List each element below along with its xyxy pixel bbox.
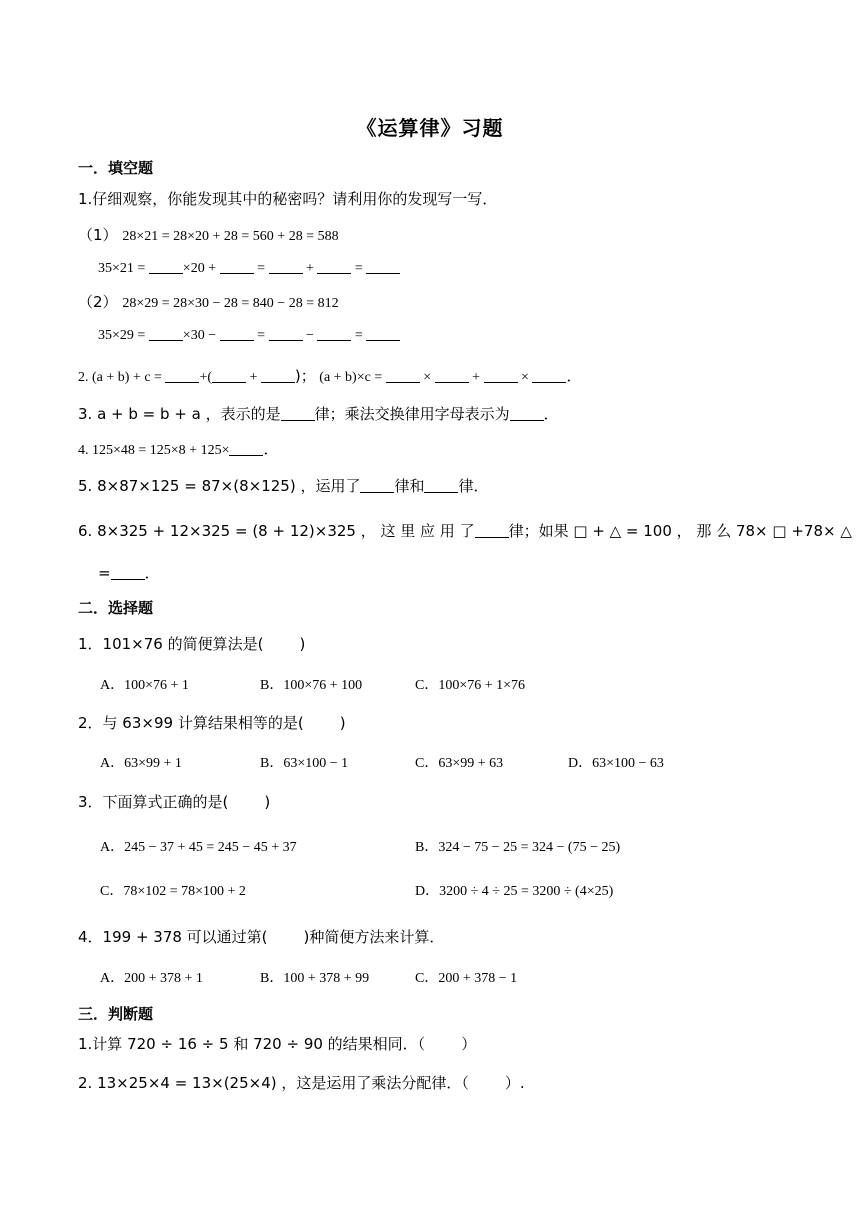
choice-q2-option-d[interactable]: D．63×100 − 63 <box>568 756 664 771</box>
choice-q4-option-a[interactable]: A．200 + 378 + 1 <box>100 971 203 986</box>
choice-q2-close: ) <box>339 714 346 732</box>
choice-q3 <box>78 791 270 813</box>
eq-sign: = <box>257 328 265 343</box>
answer-blank[interactable] <box>386 368 420 383</box>
judge-q1-close: ） <box>461 1035 477 1053</box>
q2-plus: + <box>472 370 481 385</box>
fill-q3 <box>78 403 559 425</box>
judge-q1 <box>78 1033 476 1055</box>
choice-q3-option-a[interactable]: A．245 − 37 + 45 = 245 − 45 + 37 <box>100 840 297 855</box>
q4-lead: 4. 125×48 = 125×8 + 125× <box>78 443 230 458</box>
choice-q4-close: )种简便方法来计算． <box>303 928 445 946</box>
judge-q1-stem: 1.计算 720 ÷ 16 ÷ 5 和 720 ÷ 90 的结果相同．（ <box>78 1035 426 1053</box>
choice-q2 <box>78 712 346 734</box>
choice-q3-option-d[interactable]: D．3200 ÷ 4 ÷ 25 = 3200 ÷ (4×25) <box>415 884 614 899</box>
q5-lead: 5. 8×87×125 = 87×(8×125) ，运用了 <box>78 477 361 495</box>
fill-q5 <box>78 475 488 497</box>
answer-blank[interactable] <box>532 368 566 383</box>
choice-q4-option-b[interactable]: B．100 + 378 + 99 <box>260 971 370 986</box>
choice-q1-option-a[interactable]: A．100×76 + 1 <box>100 678 189 693</box>
q5-end: 律． <box>458 477 489 495</box>
choice-q1 <box>78 633 305 655</box>
answer-blank[interactable] <box>269 326 303 341</box>
fill-q1-text: 1.仔细观察，你能发现其中的秘密吗？请利用你的发现写一写． <box>78 190 498 208</box>
choice-q3-stem: 3．下面算式正确的是( <box>78 793 229 811</box>
choice-q1-close: ) <box>299 635 306 653</box>
answer-blank[interactable] <box>317 259 351 274</box>
answer-blank[interactable] <box>149 259 183 274</box>
q2-times: × <box>521 370 529 385</box>
q2-times: × <box>423 370 432 385</box>
section-heading-judge: 三．判断题 <box>78 1005 154 1023</box>
answer-blank[interactable] <box>111 565 145 580</box>
eq-sign: = <box>354 328 363 343</box>
choice-q2-stem: 2．与 63×99 计算结果相等的是( <box>78 714 304 732</box>
fill-q6-cont <box>98 562 160 584</box>
section-heading-choice: 二．选择题 <box>78 599 154 617</box>
part-label: （1） <box>78 226 118 244</box>
fill-q2 <box>78 365 581 389</box>
choice-q2-option-a[interactable]: A．63×99 + 1 <box>100 756 182 771</box>
fill-q1-part2-example <box>78 291 339 315</box>
choice-q1-option-c[interactable]: C．100×76 + 1×76 <box>415 678 526 693</box>
q2-second: (a + b)×c = <box>319 370 383 385</box>
choice-q4-option-c[interactable]: C．200 + 378 − 1 <box>415 971 518 986</box>
answer-blank[interactable] <box>165 368 199 383</box>
fill-q6 <box>78 520 852 542</box>
q5-mid: 律和 <box>394 477 425 495</box>
fill-q1-part2-task <box>98 325 400 347</box>
choice-q1-option-b[interactable]: B．100×76 + 100 <box>260 678 363 693</box>
example-equation: 28×29 = 28×30 − 28 = 840 − 28 = 812 <box>122 296 339 311</box>
choice-q3-close: ) <box>264 793 271 811</box>
answer-blank[interactable] <box>220 326 254 341</box>
page-title: 《运算律》习题 <box>356 116 504 140</box>
plus-sign: + <box>306 261 314 276</box>
section-heading-fill: 一．填空题 <box>78 159 154 177</box>
judge-q2-stem: 2. 13×25×4 = 13×(25×4) ，这是运用了乘法分配律．（ <box>78 1074 469 1092</box>
answer-blank[interactable] <box>317 326 351 341</box>
answer-blank[interactable] <box>281 406 315 421</box>
task-lead: 35×29 = <box>98 328 146 343</box>
q2-paren: +( <box>199 370 213 385</box>
answer-blank[interactable] <box>484 368 518 383</box>
q4-end: ． <box>263 440 279 458</box>
fill-q1-part1-example <box>78 224 339 248</box>
minus-sign: − <box>306 328 314 343</box>
q2-end: ． <box>566 367 582 385</box>
answer-blank[interactable] <box>261 368 295 383</box>
answer-blank[interactable] <box>360 478 394 493</box>
answer-blank[interactable] <box>435 368 469 383</box>
fill-q1-part1-task <box>98 258 400 280</box>
judge-q2-close: ）. <box>504 1074 525 1092</box>
choice-q2-option-c[interactable]: C．63×99 + 63 <box>415 756 504 771</box>
q6-lead: 6. 8×325 + 12×325 = (8 + 12)×325 ， 这 里 应 用 了 <box>78 522 475 540</box>
choice-q1-stem: 1．101×76 的简便算法是( <box>78 635 264 653</box>
choice-q3-option-c[interactable]: C．78×102 = 78×100 + 2 <box>100 884 246 899</box>
answer-blank[interactable] <box>229 441 263 456</box>
q3-end: ． <box>543 405 559 423</box>
task-op: ×30 − <box>182 328 217 343</box>
answer-blank[interactable] <box>475 523 509 538</box>
q2-plus: + <box>249 370 258 385</box>
q3-lead: 3. a + b = b + a ，表示的是 <box>78 405 281 423</box>
q6-end: ． <box>144 564 160 582</box>
answer-blank[interactable] <box>366 326 400 341</box>
choice-q2-option-b[interactable]: B．63×100 − 1 <box>260 756 349 771</box>
q6-mid: 律；如果 □ + △ = 100 ， 那 么 78× □ +78× △ <box>508 522 852 540</box>
answer-blank[interactable] <box>212 368 246 383</box>
choice-q4-stem: 4．199 + 378 可以通过第( <box>78 928 268 946</box>
answer-blank[interactable] <box>220 259 254 274</box>
q3-mid: 律；乘法交换律用字母表示为 <box>314 405 510 423</box>
choice-q4 <box>78 926 444 948</box>
eq-sign: = <box>354 261 363 276</box>
q6-cont-eq: = <box>98 564 111 582</box>
choice-q3-option-b[interactable]: B．324 − 75 − 25 = 324 − (75 − 25) <box>415 840 621 855</box>
fill-q4 <box>78 438 279 462</box>
q2-close: )； <box>294 367 316 385</box>
eq-sign: = <box>257 261 265 276</box>
answer-blank[interactable] <box>149 326 183 341</box>
example-equation: 28×21 = 28×20 + 28 = 560 + 28 = 588 <box>122 229 339 244</box>
answer-blank[interactable] <box>424 478 458 493</box>
answer-blank[interactable] <box>366 259 400 274</box>
task-op: ×20 + <box>182 261 217 276</box>
judge-q2 <box>78 1072 525 1094</box>
part-label: （2） <box>78 293 118 311</box>
answer-blank[interactable] <box>510 406 544 421</box>
task-lead: 35×21 = <box>98 261 146 276</box>
q2-lead: 2. (a + b) + c = <box>78 370 162 385</box>
answer-blank[interactable] <box>269 259 303 274</box>
